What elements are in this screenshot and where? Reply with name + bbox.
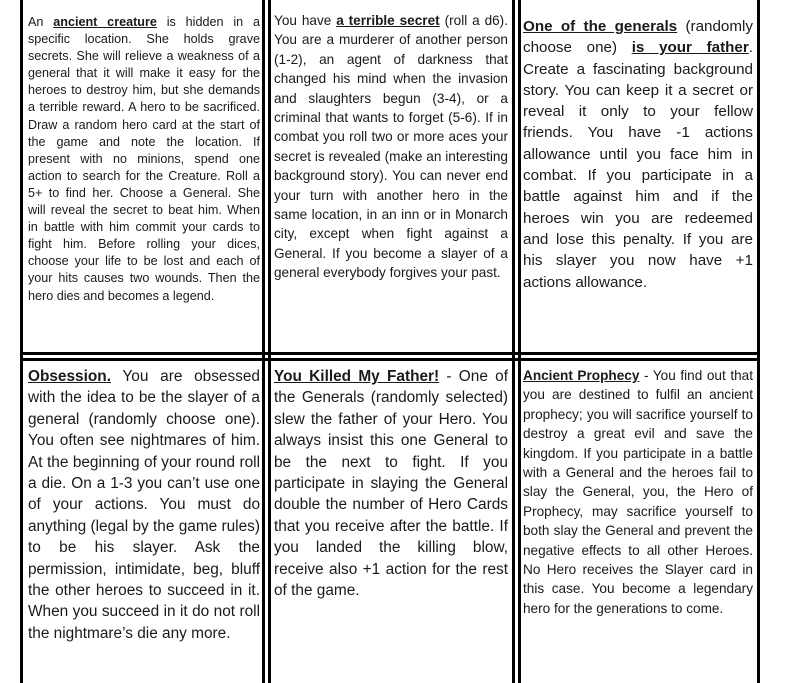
column-divider <box>518 0 521 683</box>
card-ancient-prophecy: Ancient Prophecy - You find out that you are destined to fulfil an ancient prophecy; you will sacrifice yourself to destroy a great evil and save the kingdom. If you participate in a battle with a General and the heroes fail to slay the General, you, the Hero of Prophecy, may sacrifice yourself to both slay the General and prevent the negative effects to all other Heroes. No Hero receives the Slayer card in this case. You become a legendary hero for the generations to come. <box>523 368 754 616</box>
card-title: You Killed My Father! <box>274 368 440 385</box>
column-divider <box>268 0 271 683</box>
column-divider <box>262 0 265 683</box>
card-general-father: One of the generals (randomly choose one) is your father. Create a fascinating background story. You can keep it a secret or reveal it only to your fellow friends. You have -1 actions allowance until you face him in combat. If you participate in a battle against him and if the heroes win you are redeemed and lose this penalty. If you are his slayer you now have +1 actions allowance. <box>523 18 754 291</box>
card-title: a terrible secret <box>336 13 440 28</box>
column-divider <box>20 0 23 683</box>
card-title: ancient creature <box>53 15 157 29</box>
card-killed-my-father: You Killed My Father! - One of the Generals (randomly selected) slew the father of your Hero. You always insist this one General to be the next to fight. If you participate in slaying the General double the number of Hero Cards that you receive after the battle. If you landed the killing blow, receive also +1 action for the rest of the game. <box>274 368 508 600</box>
card-title: Obsession. <box>28 368 111 385</box>
card-obsession: Obsession. You are obsessed with the idea to be the slayer of a general (randomly choose one). You often see nightmares of him. At the beginning of your round roll a die. On a 1-3 you can’t use one of your actions. You must do anything (legal by the game rules) to be his slayer. Ask the permission, intimidate, beg, bluff the other heroes to succeed in it. When you succeed in it do not roll the nightmare’s die any more. <box>28 368 260 642</box>
card-terrible-secret: You have a terrible secret (roll a d6). You are a murderer of another person (1-2), an agent of darkness that changed his mind when the invasion and slaughters begun (3-4), or a criminal that wants to forget (5-6). If in combat you roll two or more aces your secret is revealed (make an interesting background story). You can never end your turn with another hero in the same location, in an inn or in Monarch city, except when fight against a General. If you become a slayer of a general everybody forgives your past. <box>274 13 508 281</box>
card-ancient-creature: An ancient creature is hidden in a specific location. She holds grave secrets. She will relieve a weakness of a general that it will make it easy for the heroes to destroy him, but she demands a terrible reward. A hero to be sacrificed. Draw a random hero card at the start of the game and note the location. If present with no minions, spend one action to search for the Creature. Roll a 5+ to find her. Choose a General. She will reveal the secret to beat him. When in battle with him commit your cards to fight him. Before rolling your dices, choose your life to be lost and each of your hits causes two wounds. Then the hero dies and becomes a legend. <box>28 15 260 303</box>
card-title: One of the generals <box>523 18 678 35</box>
card-title-2: is your father <box>631 39 749 57</box>
column-divider <box>512 0 515 683</box>
column-divider <box>757 0 760 683</box>
card-title: Ancient Prophecy <box>523 368 640 383</box>
row-divider <box>20 358 760 361</box>
row-divider <box>20 352 760 355</box>
